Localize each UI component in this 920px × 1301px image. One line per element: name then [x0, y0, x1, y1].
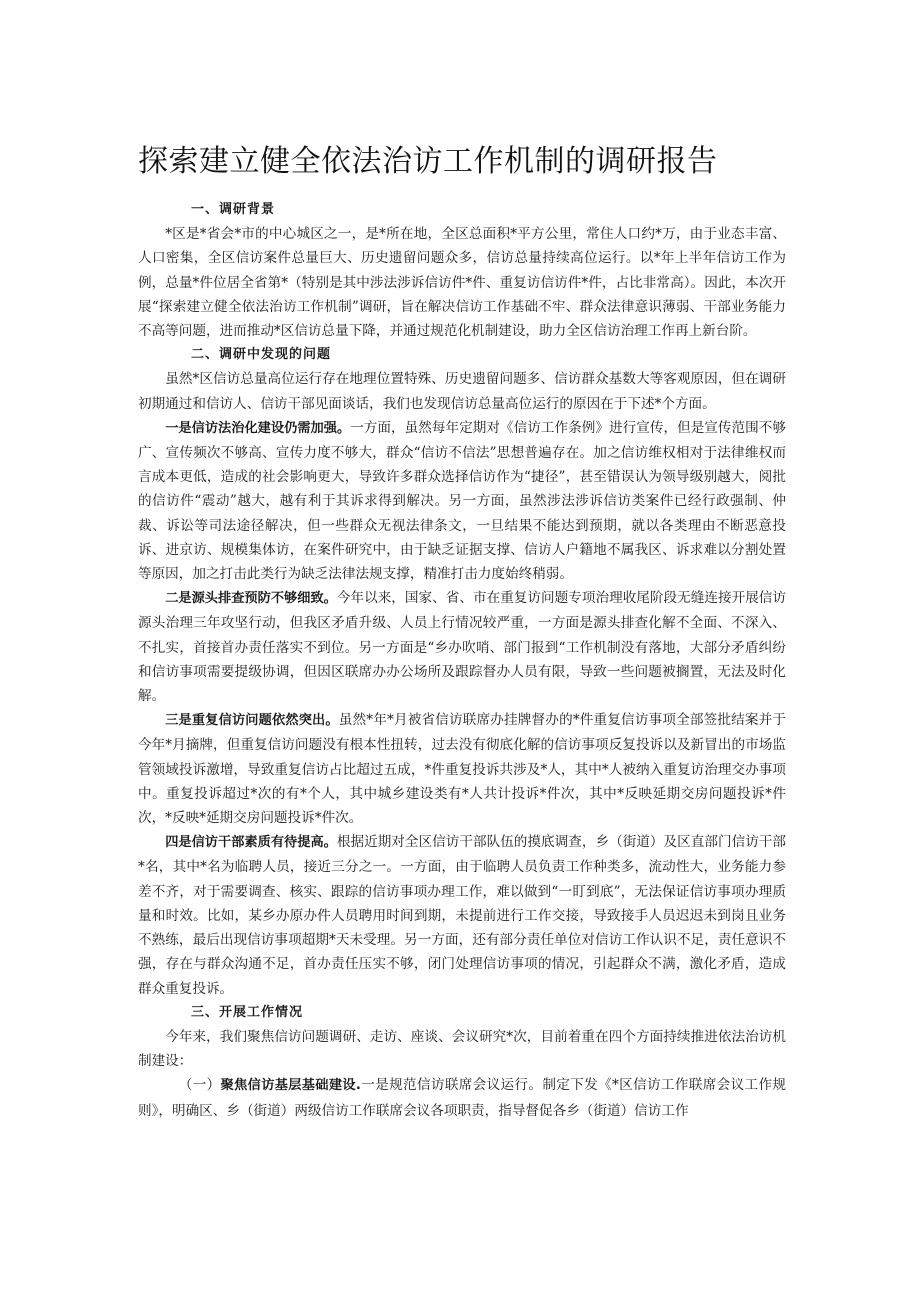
problem-2-text: 今年以来，国家、省、市在重复访问题专项治理收尾阶段无缝连接开展信访源头治理三年攻坚行动，但我区矛盾升级、人员上行情况较严重，一方面是源头排查化解不全面、不深入、不扎实，首接首办责任落实不到位。另一方面是“乡办吹哨、部门报到“工作机制没有落地，大部分矛盾纠纷和信访事项需要提级协调，但因区联席办办公场所及跟踪督办人员有限，导致一些问题被搁置，无法及时化解。 — [138, 590, 787, 705]
section-heading-background: 一、调研背景 — [191, 202, 276, 217]
section-heading-problems: 二、调研中发现的问题 — [191, 347, 332, 363]
problem-1-lead: 一是信访法治化建设仍需加强。 — [165, 420, 351, 436]
problem-4-text: 根据近期对全区信访干部队伍的摸底调查，乡（街道）及区直部门信访干部*名，其中*名为临聘人员，接近三分之一。一方面，由于临聘人员负责工作种类多，流动性大，业务能力参差不齐，对于需要调查、核实、跟踪的信访事项办理工作，难以做到“一盯到底”，无法保证信访事项办理质量和时效。比如，某乡办原办件人员聘用时间到期，未提前进行工作交接，导致接手人员迟迟未到岗且业务不熟练，最后出现信访事项超期*天未受理。另一方面，还有部分责任单位对信访工作认识不足，责任意识不强，存在与群众沟通不足，首办责任压实不够，闭门处理信访事项的情况，引起群众不满，激化矛盾，造成群众重复投诉。 — [138, 834, 787, 997]
work-item-1-lead: 聚焦信访基层基础建设. — [220, 1078, 361, 1094]
work-item-1-prefix: （一） — [178, 1077, 221, 1094]
problem-3-text: 虽然*年*月被省信访联席办挂牌督办的*件重复信访事项全部签批结案并于今年*月摘牌，但重复信访问题没有根本性扭转，过去没有彻底化解的信访事项反复投诉以及新冒出的市场监管领域投诉激增，导致重复信访占比超过五成，*件重复投诉共涉及*人，其中*人被纳入重复访治理交办事项中。重复投诉超过*次的有*个人，其中城乡建设类有*人共计投诉*件次，其中*反映延期交房问题投诉*件次，*反映*延期交房问题投诉*件次。 — [138, 712, 786, 827]
paragraph-work-item-1 — [138, 1073, 786, 1122]
paragraph-problem-2 — [138, 586, 786, 708]
problem-1-text: 一方面，虽然每年定期对《信访工作条例》进行宣传，但是宣传范围不够广、宣传频次不够高、宣传力度不够大，群众“信访不信法”思想普遍存在。加之信访维权相对于法律维权而言成本更低，造成的社会影响更大，导致许多群众选择信访作为“捷径”，甚至错误认为领导级别越大，阅批的信访件“震动”越大，越有利于其诉求得到解决。另一方面，虽然涉法涉诉信访类案件已经行政强制、仲裁、诉讼等司法途径解决，但一些群众无视法律条文，一旦结果不能达到预期，就以各类理由不断恶意投诉、进京访、规模集体访，在案件研究中，由于缺乏证据支撑、信访人户籍地不属我区、诉求难以分割处置等原因，加之打击此类行为缺乏法律法规支撑，精准打击力度始终稍弱。 — [138, 419, 787, 583]
document-body — [138, 198, 786, 1123]
problem-4-lead: 四是信访干部素质有待提高。 — [165, 835, 337, 851]
paragraph-work-intro: 今年来，我们聚焦信访问题调研、走访、座谈、会议研究*次，目前着重在四个方面持续推进依法治访机制建设： — [138, 1028, 786, 1070]
paragraph-problem-4 — [138, 830, 786, 1000]
paragraph-problem-3 — [138, 708, 786, 830]
document-title: 探索建立健全依法治访工作机制的调研报告 — [138, 144, 718, 179]
paragraph-problem-1 — [138, 416, 786, 586]
problem-3-lead: 三是重复信访问题依然突出。 — [165, 713, 339, 729]
paragraph-background: *区是*省会*市的中心城区之一，是*所在地，全区总面积*平方公里，常住人口约*万，由于业态丰富、人口密集，全区信访案件总量巨大、历史遗留问题众多，信访总量持续高位运行。以*年上半年信访工作为例，总量*件位居全省第*（特别是其中涉法涉诉信访件*件、重复访信访件*件，占比非常高）。因此，本次开展“探索建立健全依法治访工作机制”调研，旨在解决信访工作基础不牢、群众法律意识薄弱、干部业务能力不高等问题，进而推动*区信访总量下降，并通过规范化机制建设，助力全区信访治理工作再上新台阶。 — [138, 226, 786, 340]
problem-2-lead: 二是源头排查预防不够细致。 — [165, 591, 337, 607]
section-heading-work: 三、开展工作情况 — [191, 1004, 304, 1020]
paragraph-problems-intro: 虽然*区信访总量高位运行存在地理位置特殊、历史遗留问题多、信访群众基数大等客观原因，但在调研初期通过和信访人、信访干部见面谈话，我们也发现信访总量高位运行的原因在于下述*个方面。 — [138, 371, 786, 412]
work-item-1-text: 一是规范信访联席会议运行。制定下发《*区信访工作联席会议工作规则》，明确区、乡（街道）两级信访工作联席会议各项职责，指导督促各乡（街道）信访工作 — [138, 1077, 787, 1119]
